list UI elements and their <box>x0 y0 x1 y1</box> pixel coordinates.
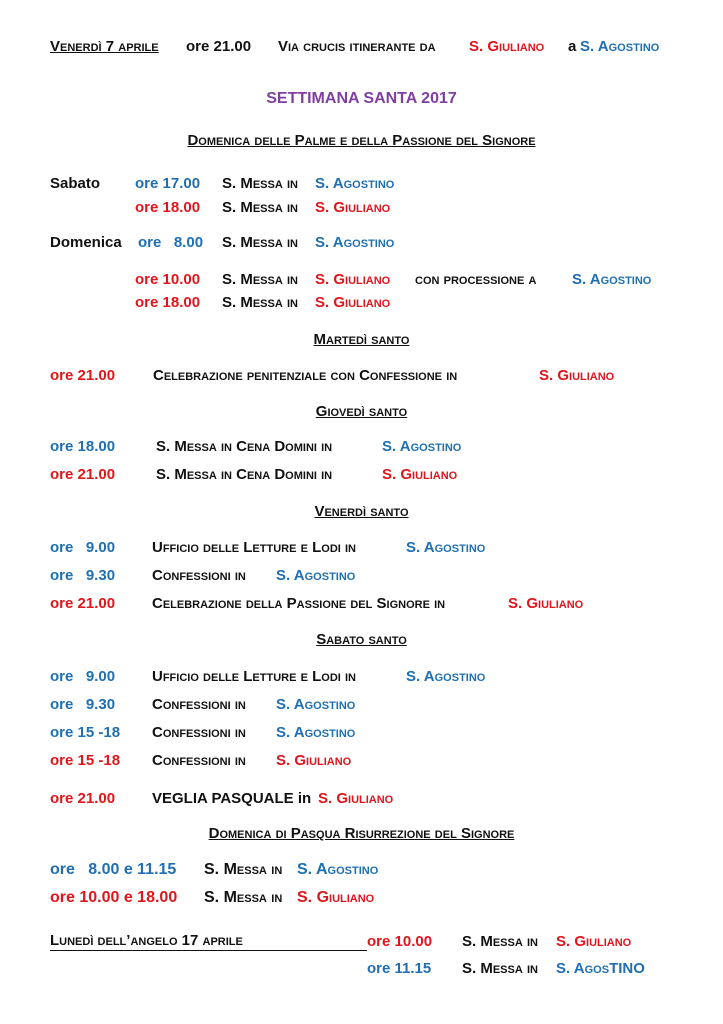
row-time: ore 21.00 <box>50 466 116 483</box>
heading-giovedi: Giovedì santo <box>315 403 408 420</box>
row-time: ore 9.30 <box>50 567 116 584</box>
row-what: Confessioni in <box>152 752 246 769</box>
row-time: ore 15 -18 <box>50 724 121 741</box>
row-what: Confessioni in <box>152 696 246 713</box>
row-place: S. Agostino <box>406 668 486 685</box>
row-time: ore 11.15 <box>367 960 432 977</box>
row-time: ore 15 -18 <box>50 752 121 769</box>
row-what: S. Messa in <box>222 199 298 216</box>
row-place: S. Agostino <box>297 861 379 878</box>
heading-lunedi: Lunedì dell’angelo 17 aprile <box>50 932 367 951</box>
row-what: S. Messa in <box>204 861 283 878</box>
top-time: ore 21.00 <box>186 38 252 55</box>
row-time: ore 9.30 <box>50 696 116 713</box>
row-what: Ufficio delle Letture e Lodi in <box>152 668 356 685</box>
row-what: S. Messa in <box>222 175 298 192</box>
row-what: Celebrazione penitenziale con Confessione in <box>153 367 458 384</box>
sabato-label: Sabato <box>50 175 101 192</box>
row-place: S. Agostino <box>276 567 356 584</box>
top-conj: a <box>568 38 577 55</box>
row-what: Ufficio delle Letture e Lodi in <box>152 539 356 556</box>
row-place: S. Agostino <box>315 234 395 251</box>
row-time: ore 18.00 <box>135 199 201 216</box>
row-time: ore 21.00 <box>50 367 116 384</box>
page-title: SETTIMANA SANTA 2017 <box>266 90 457 107</box>
row-place2: S. Agostino <box>572 271 652 288</box>
row-place: S. Agostino <box>406 539 486 556</box>
row-place: S. Giuliano <box>276 752 352 769</box>
row-place: S. Agostino <box>315 175 395 192</box>
row-place: S. Giuliano <box>539 367 615 384</box>
top-to: S. Agostino <box>580 38 660 55</box>
heading-venerdi: Venerdì santo <box>314 503 409 520</box>
row-time: ore 9.00 <box>50 668 116 685</box>
domenica-label: Domenica <box>50 234 122 251</box>
row-place: S. Giuliano <box>318 790 394 807</box>
row-time: ore 21.00 <box>50 595 116 612</box>
row-what: S. Messa in <box>204 889 283 906</box>
row-what: Celebrazione della Passione del Signore in <box>152 595 446 612</box>
heading-pasqua: Domenica di Pasqua Risurrezione del Signore <box>208 825 515 842</box>
row-time: ore 10.00 <box>135 271 201 288</box>
row-time: ore 17.00 <box>135 175 201 192</box>
row-place: S. Agostino <box>382 438 462 455</box>
row-place: S. Giuliano <box>297 889 375 906</box>
row-time: ore 8.00 <box>138 234 204 251</box>
row-place: S. Agostino <box>276 724 356 741</box>
row-place: S. Giuliano <box>556 933 632 950</box>
row-what: S. Messa in <box>222 294 298 311</box>
row-what: S. Messa in <box>462 933 538 950</box>
row-time: ore 18.00 <box>50 438 116 455</box>
top-text: Via crucis itinerante da <box>278 38 436 55</box>
row-time: ore 10.00 <box>367 933 433 950</box>
row-what: S. Messa in <box>222 271 298 288</box>
row-what: Confessioni in <box>152 567 246 584</box>
row-what: Confessioni in <box>152 724 246 741</box>
row-what: S. Messa in Cena Domini in <box>156 466 333 483</box>
row-place: S. Giuliano <box>508 595 584 612</box>
row-time: ore 18.00 <box>135 294 201 311</box>
row-what: VEGLIA PASQUALE in <box>152 790 312 807</box>
row-extra: con processione a <box>415 271 537 288</box>
row-place: S. Agostino <box>276 696 356 713</box>
top-date: Venerdì 7 aprile <box>50 38 159 55</box>
heading-palme: Domenica delle Palme e della Passione del Signore <box>187 132 536 149</box>
row-place: S. Giuliano <box>315 294 391 311</box>
row-place: S. Giuliano <box>382 466 458 483</box>
row-time: ore 9.00 <box>50 539 116 556</box>
row-what: S. Messa in <box>462 960 538 977</box>
row-time: ore 21.00 <box>50 790 116 807</box>
row-place: S. Giuliano <box>315 271 391 288</box>
top-from: S. Giuliano <box>469 38 545 55</box>
row-place: S. Giuliano <box>315 199 391 216</box>
heading-martedi: Martedì santo <box>313 331 410 348</box>
heading-sabato: Sabato santo <box>316 631 407 648</box>
row-place: S. AgosTINO <box>556 960 645 977</box>
row-time: ore 8.00 e 11.15 <box>50 861 177 878</box>
row-what: S. Messa in Cena Domini in <box>156 438 333 455</box>
row-what: S. Messa in <box>222 234 298 251</box>
row-time: ore 10.00 e 18.00 <box>50 889 178 906</box>
